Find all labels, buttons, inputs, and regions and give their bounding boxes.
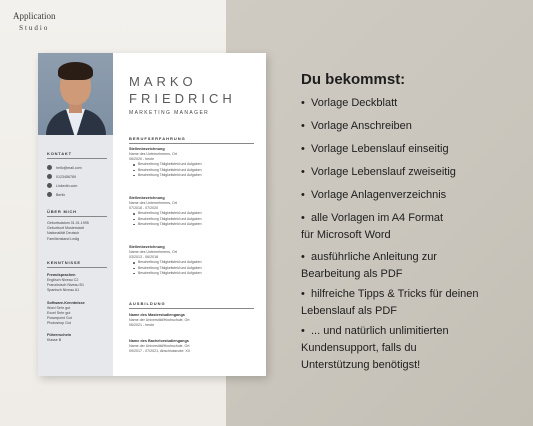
skills-title: KENNTNISSE <box>47 260 107 268</box>
feature-item: • Vorlage Lebenslauf zweiseitig <box>301 166 456 178</box>
experience-entry: Stellenbezeichnung Name des Unternehmens, Ort 03/2013 - 06/2018 Beschreibung Tätigkeitsfeld und Aufgaben Beschreibung Tätigkeitsfeld und Aufgaben Beschreibung Tätigkeitsfeld und Aufgaben <box>129 245 254 276</box>
profile-photo <box>38 53 113 135</box>
brand-logo <box>13 11 56 34</box>
linkedin-icon <box>47 183 52 188</box>
resume-name: MARKO FRIEDRICH <box>129 74 236 106</box>
feature-item: • ... und natürlich unlimitierten Kundensupport, falls du Unterstützung benötigst! <box>301 325 449 371</box>
feature-item: • ausführliche Anleitung zur Bearbeitung als PDF <box>301 251 437 280</box>
resume-main <box>113 53 266 376</box>
experience-entry: Stellenbezeichnung Name des Unternehmens, Ort 06/2020 - heute Beschreibung Tätigkeitsfeld und Aufgaben Beschreibung Tätigkeitsfeld und Aufgaben Beschreibung Tätigkeitsfeld und Aufgaben <box>129 147 254 178</box>
resume-job-title: MARKETING MANAGER <box>129 110 210 116</box>
contact-title: KONTAKT <box>47 151 107 159</box>
contact-section <box>47 151 107 199</box>
feature-item: • Vorlage Deckblatt <box>301 97 398 109</box>
skills-section: KENNTNISSE Fremdsprachen Englisch Niveau C2 Französisch Niveau B1 Spanisch Niveau A1 Software-Kenntnisse Word Sehr gut Excel Sehr gut Powerpoint Gut Photoshop Gut Führerschein Klasse B <box>47 260 107 344</box>
feature-item: • Vorlage Lebenslauf einseitig <box>301 143 449 155</box>
location-icon <box>47 192 52 197</box>
resume-sidebar <box>38 53 113 376</box>
mail-icon <box>47 165 52 170</box>
contact-item: Berlin <box>47 190 107 199</box>
contact-item: hello@mail.com <box>47 163 107 172</box>
feature-item: • alle Vorlagen im A4 Format für Microsoft Word <box>301 212 444 241</box>
feature-item: • Vorlage Anlagenverzeichnis <box>301 189 447 201</box>
education-entry: Name des Bachelorstudiengangs Name der Universität/Hochschule, Ort 09/2017 - 07/2021, Abschlussnote: XX <box>129 339 191 354</box>
contact-item: LinkedIn.com <box>47 181 107 190</box>
brand-name: Application <box>13 11 56 21</box>
feature-item: • hilfreiche Tipps & Tricks für deinen Lebenslauf als PDF <box>301 288 479 317</box>
resume-preview <box>38 53 266 376</box>
phone-icon <box>47 174 52 179</box>
features-heading: Du bekommst: <box>301 71 406 88</box>
feature-item: • Vorlage Anschreiben <box>301 120 412 132</box>
education-entry: Name des Masterstudiengangs Name der Universität/Hochschule, Ort 06/2021 - heute <box>129 313 190 328</box>
experience-entry: Stellenbezeichnung Name des Unternehmens, Ort 07/2018 - 07/2020 Beschreibung Tätigkeitsfeld und Aufgaben Beschreibung Tätigkeitsfeld und Aufgaben Beschreibung Tätigkeitsfeld und Aufgaben <box>129 196 254 227</box>
about-title: ÜBER MICH <box>47 209 107 217</box>
contact-item: 0123456789 <box>47 172 107 181</box>
brand-subtitle: Studio <box>19 24 50 32</box>
about-section: ÜBER MICH Geburtsdatum 01.01.1995 Geburtsort Musterstadt Nationalität Deutsch Familienstand Ledig <box>47 209 107 242</box>
education-title: AUSBILDUNG <box>129 301 254 309</box>
experience-title: BERUFSERFAHRUNG <box>129 136 254 144</box>
